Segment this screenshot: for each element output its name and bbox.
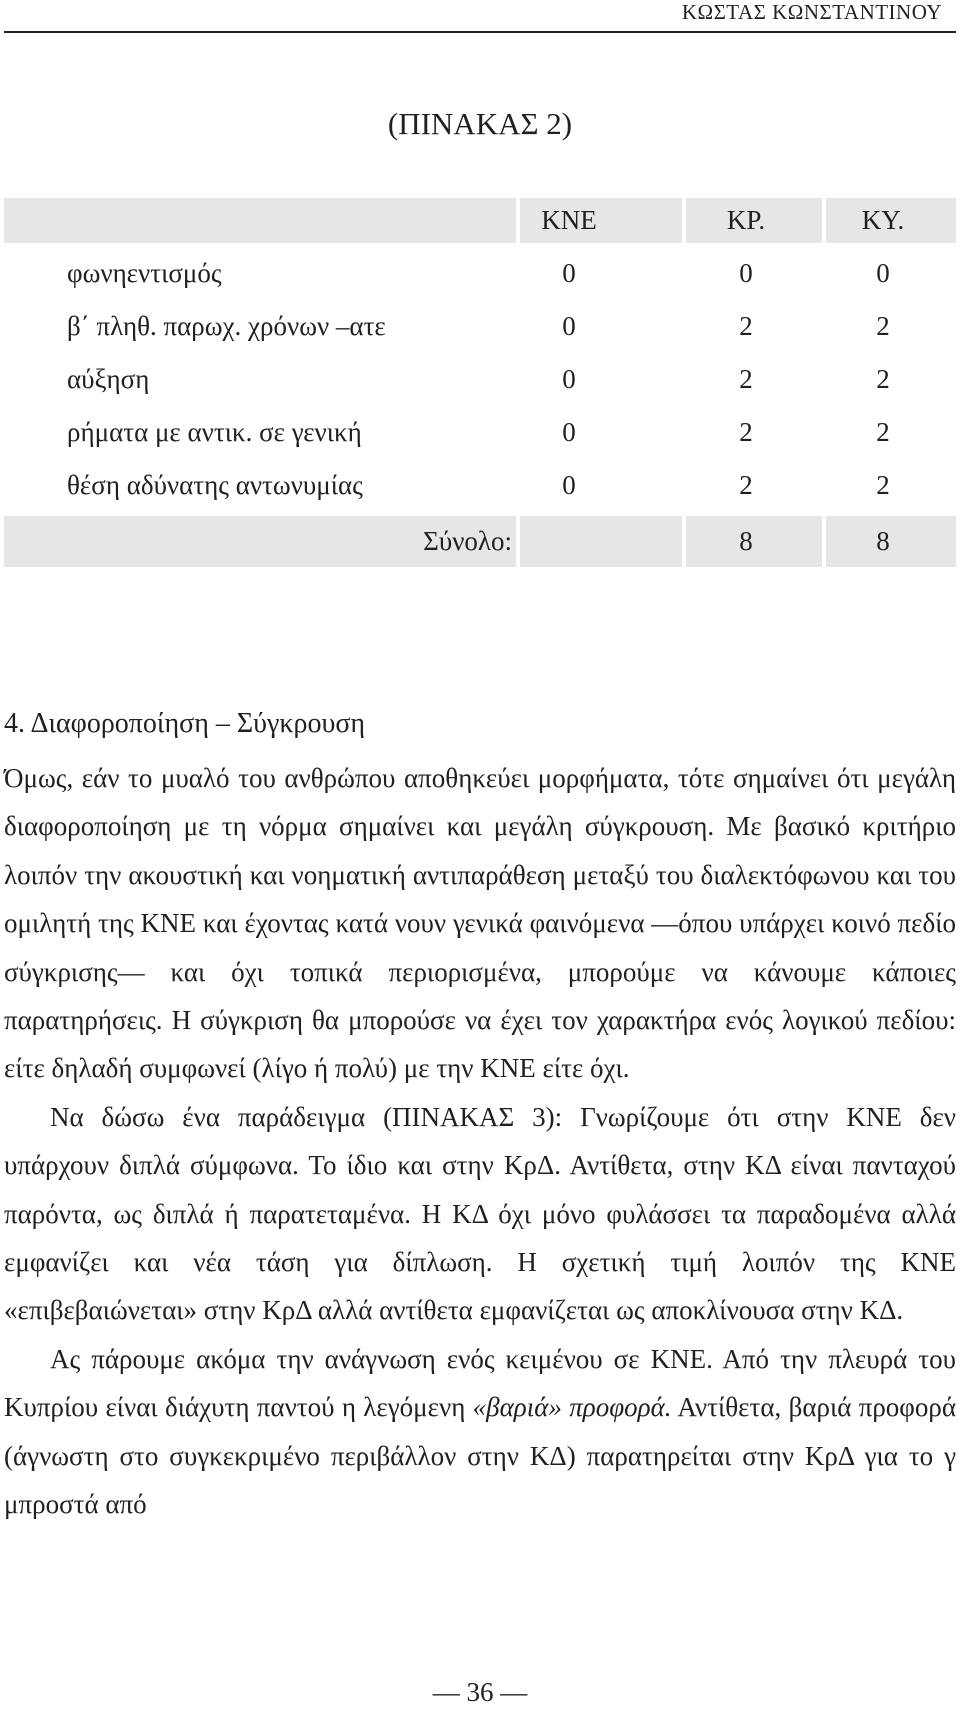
table-row [4,251,956,296]
table-header-row [4,198,956,243]
table-row [4,463,956,508]
row-value-ky: 0 [876,258,890,288]
table-header-kne: ΚΝΕ [520,198,682,243]
total-label: Σύνολο: [4,516,516,567]
running-head: ΚΩΣΤΑΣ ΚΩΝΣΤΑΝΤΙΝΟΥ [681,0,942,24]
table-header-blank [4,198,516,243]
row-label: θέση αδύνατης αντωνυμίας [67,470,363,500]
row-label: β΄ πληθ. παρωχ. χρόνων –ατε [67,311,386,341]
table-row [4,357,956,402]
row-label: ρήματα με αντικ. σε γενική [67,417,362,447]
section-heading: 4. Διαφοροποίηση – Σύγκρουση [4,708,366,739]
table-row [4,410,956,455]
paragraph-italic-text: «βαριά» προφορά. [472,1392,672,1423]
total-value-kne [520,516,682,567]
paragraph [4,1335,956,1529]
row-value-kr: 2 [739,364,753,394]
row-value-ky: 2 [876,364,890,394]
row-value-kr: 2 [739,417,753,447]
row-value-ky: 2 [876,417,890,447]
paragraph: Όμως, εάν το μυαλό του ανθρώπου αποθηκεύει μορφήματα, τότε σημαίνει ότι μεγάλη διαφοροποίηση με τη νόρμα σημαίνει και μεγάλη σύγκρουση. Με βασικό κριτήριο λοιπόν την ακουστική και νοηματική αντιπαράθεση μεταξύ του διαλεκτόφωνου και του ομιλητή της ΚΝΕ και έχοντας κατά νουν γενικά φαινόμενα —όπου υπάρχει κοινό πεδίο σύγκρισης— και όχι τοπικά περιορισμένα, μπορούμε να κάνουμε κάποιες παρατηρήσεις. Η σύγκριση θα μπορούσε να έχει τον χαρακτήρα ενός λογικού πεδίου: είτε δηλαδή συμφωνεί (λίγο ή πολύ) με την ΚΝΕ είτε όχι. [4,763,956,1084]
paragraph-text: Ας πάρουμε ακόμα την ανάγνωση ενός κειμένου σε ΚΝΕ. Από την πλευρά του Κυπρίου είναι διάχυτη παντού η λεγόμενη [4,1343,956,1423]
page-number: — 36 — [432,1677,528,1707]
comparison-table [4,198,956,575]
row-label: αύξηση [67,364,150,394]
header-rule [4,31,956,33]
row-value-kne: 0 [562,364,576,394]
row-value-kne: 0 [562,417,576,447]
row-value-kne: 0 [562,470,576,500]
total-value-ky: 8 [826,516,956,567]
paragraph-text: Αντίθετα, βαριά προφορά (άγνωστη στο συγκεκριμένο περιβάλλον στην ΚΔ) παρατηρείται στην ΚρΔ για το γ μπροστά από [4,1392,957,1520]
row-label: φωνηεντισμός [67,258,222,288]
row-value-kr: 2 [739,311,753,341]
table-header-ky: ΚΥ. [826,198,956,243]
row-value-kr: 2 [739,470,753,500]
table-title: (ΠΙΝΑΚΑΣ 2) [387,106,573,141]
table-total-row [4,516,956,567]
row-value-ky: 2 [876,311,890,341]
row-value-kr: 0 [739,258,753,288]
table-header-kr: ΚΡ. [686,198,822,243]
row-value-ky: 2 [876,470,890,500]
total-value-kr: 8 [686,516,822,567]
table-row [4,304,956,349]
body-text [4,754,956,1529]
paragraph: Να δώσω ένα παράδειγμα (ΠΙΝΑΚΑΣ 3): Γνωρίζουμε ότι στην ΚΝΕ δεν υπάρχουν διπλά σύμφωνα. Το ίδιο και στην ΚρΔ. Αντίθετα, στην ΚΔ είναι πανταχού παρόντα, ως διπλά ή παρατεταμένα. Η ΚΔ όχι μόνο φυλάσσει τα παραδομένα αλλά εμφανίζει και νέα τάση για δίπλωση. Η σχετική τιμή λοιπόν της ΚΝΕ «επιβεβαιώνεται» στην ΚρΔ αλλά αντίθετα εμφανίζεται ως αποκλίνουσα στην ΚΔ. [4,1101,956,1326]
row-value-kne: 0 [562,258,576,288]
row-value-kne: 0 [562,311,576,341]
